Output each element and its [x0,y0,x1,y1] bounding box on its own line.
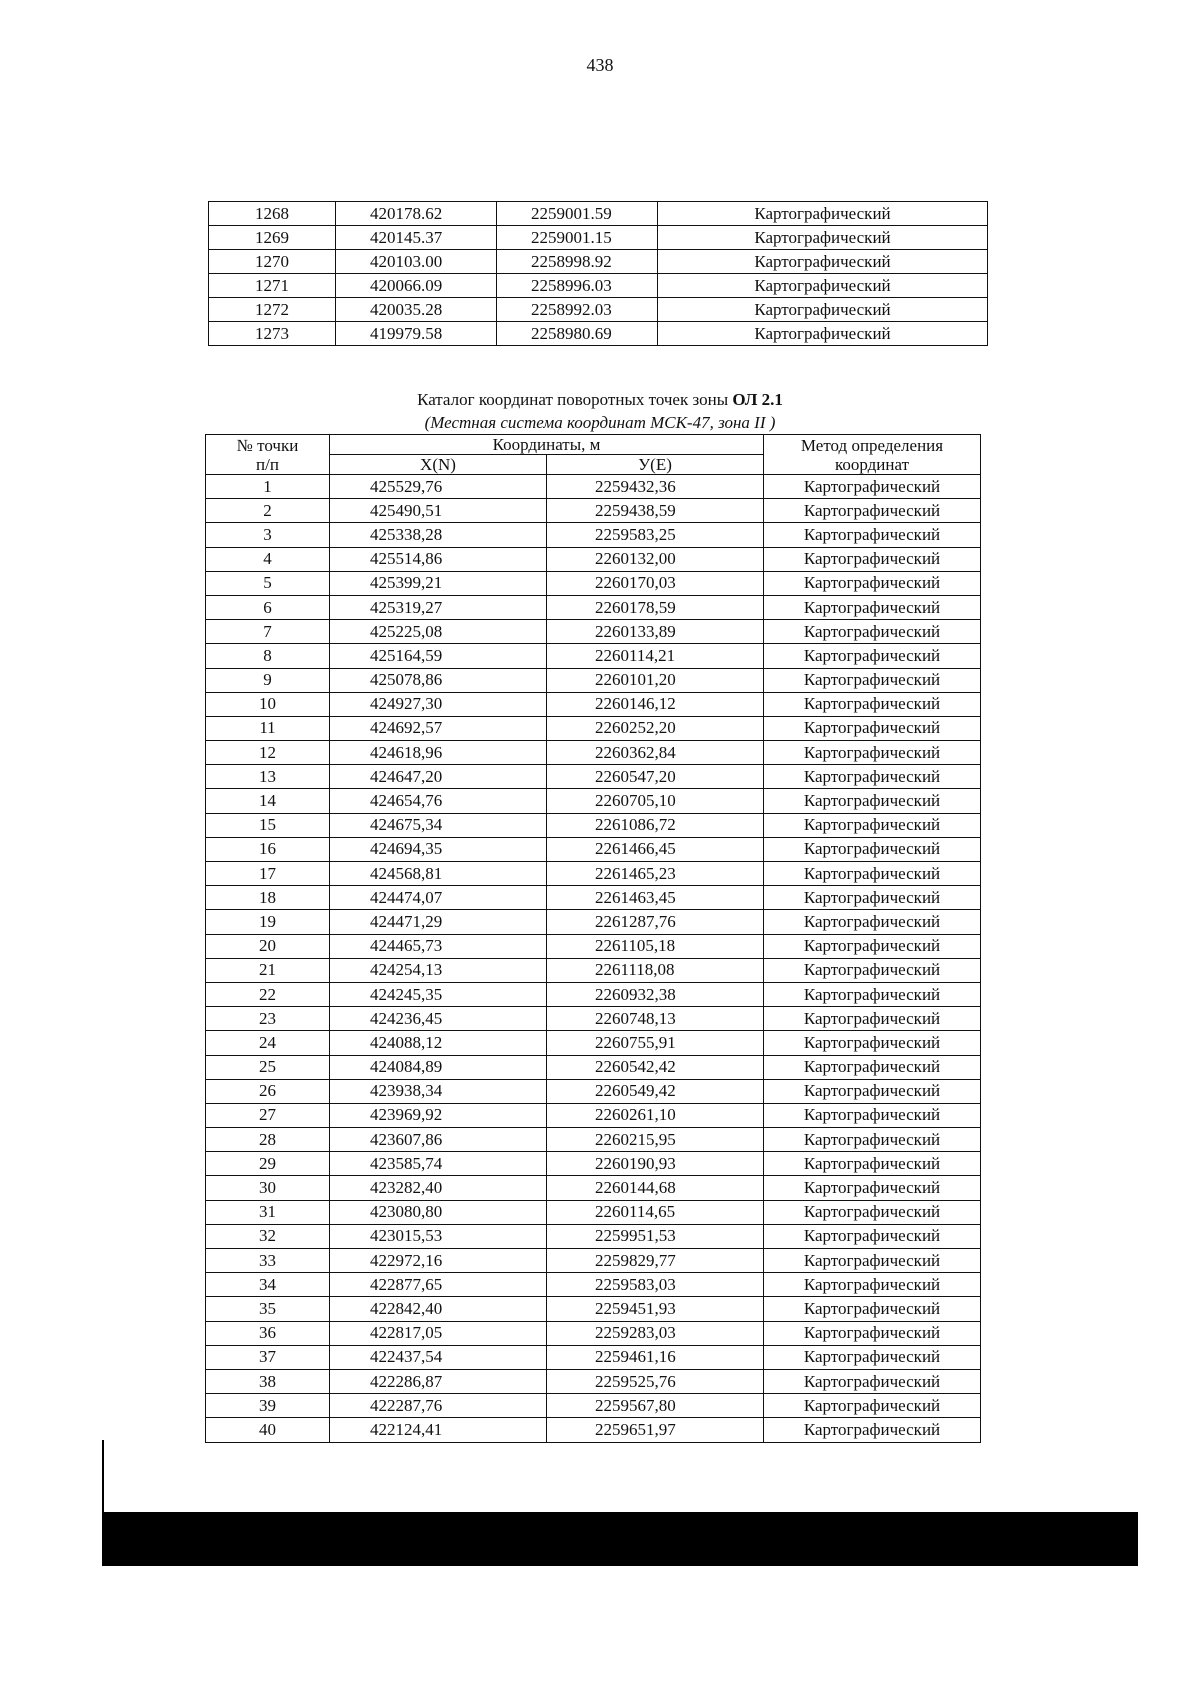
x-coordinate-cell: 422972,16 [330,1249,547,1273]
x-coordinate-cell: 420178.62 [336,202,497,226]
x-coordinate-cell: 423585,74 [330,1152,547,1176]
y-coordinate-cell: 2261086,72 [547,813,764,837]
method-cell: Картографический [764,1321,981,1345]
point-number-cell: 11 [206,716,330,740]
point-number-cell: 26 [206,1079,330,1103]
table-row [206,1176,981,1200]
method-cell: Картографический [658,226,988,250]
header-point-no-line2: п/п [256,454,279,474]
x-coordinate-cell: 425399,21 [330,571,547,595]
x-coordinate-cell: 422842,40 [330,1297,547,1321]
y-coordinate-cell: 2260114,21 [547,644,764,668]
point-number-cell: 1271 [209,274,336,298]
table-row [206,1079,981,1103]
point-number-cell: 6 [206,595,330,619]
table-row [206,1369,981,1393]
y-coordinate-cell: 2260215,95 [547,1128,764,1152]
header-point-no-line1: № точки [236,435,299,455]
method-cell: Картографический [764,1249,981,1273]
point-number-cell: 1269 [209,226,336,250]
point-number-cell: 37 [206,1345,330,1369]
y-coordinate-cell: 2260101,20 [547,668,764,692]
x-coordinate-cell: 423938,34 [330,1079,547,1103]
method-cell: Картографический [658,322,988,346]
method-cell: Картографический [764,716,981,740]
table-row [206,1345,981,1369]
method-cell: Картографический [658,250,988,274]
y-coordinate-cell: 2260132,00 [547,547,764,571]
method-cell: Картографический [764,644,981,668]
method-cell: Картографический [764,1176,981,1200]
y-coordinate-cell: 2260133,89 [547,620,764,644]
y-coordinate-cell: 2260146,12 [547,692,764,716]
x-coordinate-cell: 424084,89 [330,1055,547,1079]
table-row [206,1273,981,1297]
table-row [206,886,981,910]
coordinates-table-continued [208,201,988,346]
y-coordinate-cell: 2259001.15 [497,226,658,250]
method-cell: Картографический [658,298,988,322]
point-number-cell: 2 [206,499,330,523]
y-coordinate-cell: 2260190,93 [547,1152,764,1176]
y-coordinate-cell: 2258996.03 [497,274,658,298]
point-number-cell: 18 [206,886,330,910]
catalog-zone: ОЛ 2.1 [732,390,783,409]
point-number-cell: 16 [206,837,330,861]
point-number-cell: 10 [206,692,330,716]
x-coordinate-cell: 425078,86 [330,668,547,692]
y-coordinate-cell: 2259525,76 [547,1369,764,1393]
table2-body [206,475,981,1443]
x-coordinate-cell: 424694,35 [330,837,547,861]
method-cell: Картографический [764,1369,981,1393]
table-row [206,668,981,692]
method-cell: Картографический [764,982,981,1006]
point-number-cell: 17 [206,862,330,886]
point-number-cell: 20 [206,934,330,958]
point-number-cell: 40 [206,1418,330,1442]
method-cell: Картографический [764,862,981,886]
point-number-cell: 25 [206,1055,330,1079]
y-coordinate-cell: 2259651,97 [547,1418,764,1442]
page-number: 438 [586,55,614,75]
catalog-title [300,390,900,410]
point-number-cell: 34 [206,1273,330,1297]
method-cell: Картографический [764,595,981,619]
y-coordinate-cell: 2259567,80 [547,1394,764,1418]
table-row [206,1297,981,1321]
header-y: У(E) [547,455,764,475]
y-coordinate-cell: 2259451,93 [547,1297,764,1321]
x-coordinate-cell: 423282,40 [330,1176,547,1200]
table-row [206,475,981,499]
point-number-cell: 31 [206,1200,330,1224]
point-number-cell: 8 [206,644,330,668]
point-number-cell: 23 [206,1007,330,1031]
y-coordinate-cell: 2260362,84 [547,741,764,765]
point-number-cell: 30 [206,1176,330,1200]
table-row [206,523,981,547]
method-cell: Картографический [764,571,981,595]
x-coordinate-cell: 422437,54 [330,1345,547,1369]
table-row [209,250,988,274]
point-number-cell: 1 [206,475,330,499]
table2-header-row-1 [206,435,981,455]
table-row [206,571,981,595]
point-number-cell: 19 [206,910,330,934]
table-row [206,741,981,765]
x-coordinate-cell: 424692,57 [330,716,547,740]
y-coordinate-cell: 2261465,23 [547,862,764,886]
x-coordinate-cell: 422877,65 [330,1273,547,1297]
table-row [206,982,981,1006]
point-number-cell: 27 [206,1103,330,1127]
method-cell: Картографический [764,813,981,837]
x-coordinate-cell: 425164,59 [330,644,547,668]
method-cell: Картографический [764,934,981,958]
y-coordinate-cell: 2260542,42 [547,1055,764,1079]
scan-black-bar [102,1512,1138,1566]
table-row [206,1128,981,1152]
method-cell: Картографический [764,1394,981,1418]
table-row [206,862,981,886]
point-number-cell: 14 [206,789,330,813]
table-row [206,1418,981,1442]
y-coordinate-cell: 2259461,16 [547,1345,764,1369]
header-point-no [206,435,330,475]
y-coordinate-cell: 2260144,68 [547,1176,764,1200]
x-coordinate-cell: 424654,76 [330,789,547,813]
point-number-cell: 12 [206,741,330,765]
x-coordinate-cell: 425338,28 [330,523,547,547]
method-cell: Картографический [764,789,981,813]
method-cell: Картографический [764,1297,981,1321]
y-coordinate-cell: 2261287,76 [547,910,764,934]
table-row [206,499,981,523]
point-number-cell: 1273 [209,322,336,346]
header-method: Метод определения координат [764,435,981,475]
x-coordinate-cell: 423969,92 [330,1103,547,1127]
point-number-cell: 13 [206,765,330,789]
table-row [206,644,981,668]
y-coordinate-cell: 2260170,03 [547,571,764,595]
header-coordinates: Координаты, м [330,435,764,455]
method-cell: Картографический [764,547,981,571]
table-row [206,765,981,789]
table-row [206,1394,981,1418]
table-row [206,1200,981,1224]
scan-edge-line [102,1440,104,1514]
method-cell: Картографический [764,765,981,789]
point-number-cell: 4 [206,547,330,571]
table1-body [209,202,988,346]
x-coordinate-cell: 424245,35 [330,982,547,1006]
table-row [206,1249,981,1273]
method-cell: Картографический [764,958,981,982]
table-row [206,595,981,619]
method-cell: Картографический [764,741,981,765]
point-number-cell: 35 [206,1297,330,1321]
table-row [206,1007,981,1031]
x-coordinate-cell: 422817,05 [330,1321,547,1345]
x-coordinate-cell: 423015,53 [330,1224,547,1248]
table-row [206,1103,981,1127]
method-cell: Картографический [658,202,988,226]
y-coordinate-cell: 2259951,53 [547,1224,764,1248]
table-row [209,226,988,250]
point-number-cell: 15 [206,813,330,837]
point-number-cell: 1268 [209,202,336,226]
y-coordinate-cell: 2261118,08 [547,958,764,982]
x-coordinate-cell: 423080,80 [330,1200,547,1224]
point-number-cell: 36 [206,1321,330,1345]
point-number-cell: 3 [206,523,330,547]
catalog-title-prefix: Каталог координат поворотных точек зоны [417,390,729,409]
table-row [209,274,988,298]
table-row [206,1031,981,1055]
point-number-cell: 5 [206,571,330,595]
method-cell: Картографический [764,1273,981,1297]
x-coordinate-cell: 424465,73 [330,934,547,958]
method-cell: Картографический [764,837,981,861]
table-row [209,202,988,226]
x-coordinate-cell: 420103.00 [336,250,497,274]
point-number-cell: 33 [206,1249,330,1273]
method-cell: Картографический [658,274,988,298]
y-coordinate-cell: 2259583,25 [547,523,764,547]
x-coordinate-cell: 423607,86 [330,1128,547,1152]
x-coordinate-cell: 424927,30 [330,692,547,716]
table-row [206,716,981,740]
x-coordinate-cell: 420066.09 [336,274,497,298]
point-number-cell: 21 [206,958,330,982]
header-x: X(N) [330,455,547,475]
y-coordinate-cell: 2258992.03 [497,298,658,322]
method-cell: Картографический [764,1200,981,1224]
x-coordinate-cell: 424675,34 [330,813,547,837]
method-cell: Картографический [764,620,981,644]
y-coordinate-cell: 2260932,38 [547,982,764,1006]
method-cell: Картографический [764,1152,981,1176]
x-coordinate-cell: 425225,08 [330,620,547,644]
x-coordinate-cell: 425490,51 [330,499,547,523]
y-coordinate-cell: 2259001.59 [497,202,658,226]
x-coordinate-cell: 425514,86 [330,547,547,571]
table-row [206,1321,981,1345]
point-number-cell: 24 [206,1031,330,1055]
y-coordinate-cell: 2259583,03 [547,1273,764,1297]
x-coordinate-cell: 424568,81 [330,862,547,886]
method-cell: Картографический [764,1345,981,1369]
point-number-cell: 1272 [209,298,336,322]
y-coordinate-cell: 2260705,10 [547,789,764,813]
x-coordinate-cell: 424254,13 [330,958,547,982]
table-row [206,1055,981,1079]
point-number-cell: 39 [206,1394,330,1418]
method-cell: Картографический [764,886,981,910]
method-cell: Картографический [764,1055,981,1079]
x-coordinate-cell: 424618,96 [330,741,547,765]
x-coordinate-cell: 425529,76 [330,475,547,499]
table-row [206,1152,981,1176]
table-row [206,910,981,934]
method-cell: Картографический [764,1103,981,1127]
table-row [206,620,981,644]
point-number-cell: 1270 [209,250,336,274]
table-row [206,837,981,861]
y-coordinate-cell: 2261463,45 [547,886,764,910]
catalog-subtitle: (Местная система координат МСК-47, зона II ) [424,413,776,432]
x-coordinate-cell: 419979.58 [336,322,497,346]
point-number-cell: 22 [206,982,330,1006]
y-coordinate-cell: 2259829,77 [547,1249,764,1273]
x-coordinate-cell: 424088,12 [330,1031,547,1055]
x-coordinate-cell: 420145.37 [336,226,497,250]
y-coordinate-cell: 2260549,42 [547,1079,764,1103]
x-coordinate-cell: 424471,29 [330,910,547,934]
y-coordinate-cell: 2260748,13 [547,1007,764,1031]
point-number-cell: 32 [206,1224,330,1248]
table-row [206,958,981,982]
method-cell: Картографический [764,910,981,934]
x-coordinate-cell: 424647,20 [330,765,547,789]
y-coordinate-cell: 2260178,59 [547,595,764,619]
method-cell: Картографический [764,1031,981,1055]
y-coordinate-cell: 2259432,36 [547,475,764,499]
y-coordinate-cell: 2260547,20 [547,765,764,789]
y-coordinate-cell: 2259438,59 [547,499,764,523]
table-row [206,1224,981,1248]
table-row [206,789,981,813]
table-row [206,547,981,571]
method-cell: Картографический [764,499,981,523]
method-cell: Картографический [764,475,981,499]
method-cell: Картографический [764,523,981,547]
y-coordinate-cell: 2260755,91 [547,1031,764,1055]
y-coordinate-cell: 2261466,45 [547,837,764,861]
table2-header [206,435,981,475]
point-number-cell: 9 [206,668,330,692]
method-cell: Картографический [764,1007,981,1031]
y-coordinate-cell: 2261105,18 [547,934,764,958]
method-cell: Картографический [764,1224,981,1248]
y-coordinate-cell: 2258980.69 [497,322,658,346]
y-coordinate-cell: 2259283,03 [547,1321,764,1345]
x-coordinate-cell: 424474,07 [330,886,547,910]
x-coordinate-cell: 422286,87 [330,1369,547,1393]
point-number-cell: 29 [206,1152,330,1176]
point-number-cell: 7 [206,620,330,644]
table-row [209,322,988,346]
point-number-cell: 38 [206,1369,330,1393]
method-cell: Картографический [764,1418,981,1442]
y-coordinate-cell: 2260114,65 [547,1200,764,1224]
table-row [206,692,981,716]
table-row [209,298,988,322]
method-cell: Картографический [764,668,981,692]
method-cell: Картографический [764,1128,981,1152]
x-coordinate-cell: 422124,41 [330,1418,547,1442]
y-coordinate-cell: 2258998.92 [497,250,658,274]
y-coordinate-cell: 2260252,20 [547,716,764,740]
x-coordinate-cell: 422287,76 [330,1394,547,1418]
table-row [206,934,981,958]
y-coordinate-cell: 2260261,10 [547,1103,764,1127]
x-coordinate-cell: 420035.28 [336,298,497,322]
x-coordinate-cell: 425319,27 [330,595,547,619]
method-cell: Картографический [764,692,981,716]
point-number-cell: 28 [206,1128,330,1152]
method-cell: Картографический [764,1079,981,1103]
x-coordinate-cell: 424236,45 [330,1007,547,1031]
table-row [206,813,981,837]
coordinates-table-ol-2-1 [205,434,981,1443]
